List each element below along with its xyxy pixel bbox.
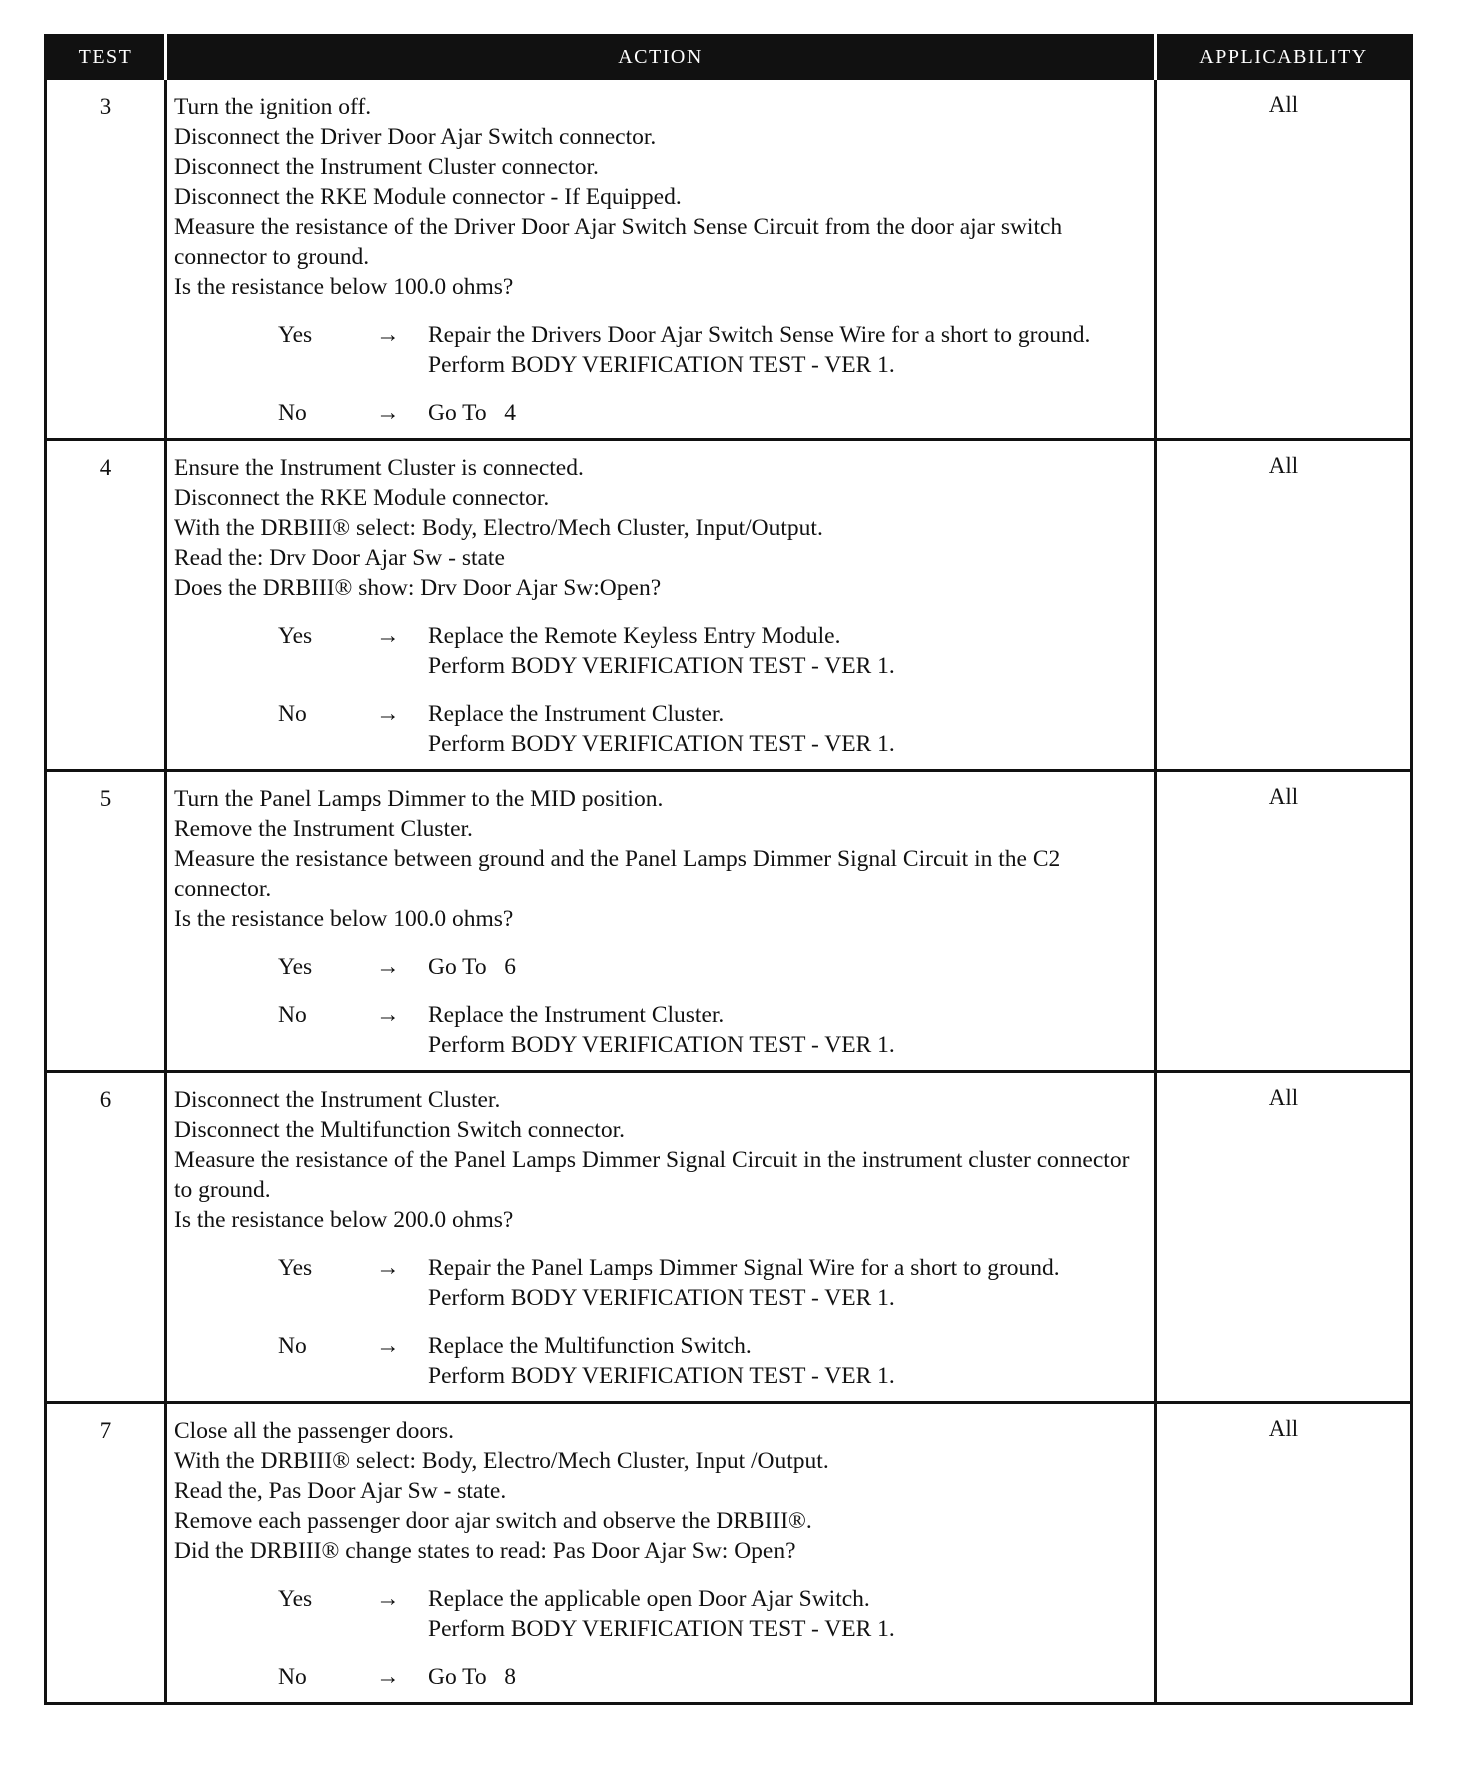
action-step: Disconnect the RKE Module connector. <box>174 485 550 511</box>
outcomes <box>174 621 1148 759</box>
outcome-yes <box>174 320 1148 380</box>
action-step: Did the DRBIII® change states to read: Pas Door Ajar Sw: Open? <box>174 1538 796 1564</box>
test-number: 7 <box>46 1403 166 1704</box>
outcome-body <box>428 1331 1148 1391</box>
outcome-label: No <box>278 400 307 426</box>
action-step: Disconnect the RKE Module connector - If Equipped. <box>174 184 682 210</box>
action-step: With the DRBIII® select: Body, Electro/Mech Cluster, Input/Output. <box>174 515 823 541</box>
outcome-text: Perform BODY VERIFICATION TEST - VER 1. <box>428 1363 895 1389</box>
outcomes <box>174 952 1148 1060</box>
outcome-text: Replace the Instrument Cluster. <box>428 1002 725 1028</box>
table-row <box>46 1072 1412 1403</box>
arrow-icon: → <box>376 322 400 348</box>
action-step: Disconnect the Driver Door Ajar Switch connector. <box>174 124 657 150</box>
header-test: TEST <box>46 36 166 79</box>
table-row <box>46 1403 1412 1704</box>
action-step: Read the, Pas Door Ajar Sw - state. <box>174 1478 507 1504</box>
test-number: 3 <box>46 79 166 440</box>
outcome-text: Replace the Multifunction Switch. <box>428 1333 752 1359</box>
table-row <box>46 440 1412 771</box>
header-action: ACTION <box>166 36 1156 79</box>
action-step: Is the resistance below 200.0 ohms? <box>174 1207 514 1233</box>
arrow-icon: → <box>376 1586 400 1612</box>
action-step: Disconnect the Multifunction Switch connector. <box>174 1117 625 1143</box>
arrow-icon: → <box>376 954 400 980</box>
outcome-text: Perform BODY VERIFICATION TEST - VER 1. <box>428 653 895 679</box>
outcome-text: Go To 8 <box>428 1664 517 1690</box>
applicability: All <box>1156 1072 1412 1403</box>
outcome-text: Replace the Remote Keyless Entry Module. <box>428 623 841 649</box>
action-step: Close all the passenger doors. <box>174 1418 454 1444</box>
action-step: Measure the resistance of the Driver Door Ajar Switch Sense Circuit from the door ajar switch connector to ground. <box>174 214 1063 270</box>
outcome-text: Replace the applicable open Door Ajar Switch. <box>428 1586 870 1612</box>
action-step: Remove the Instrument Cluster. <box>174 816 473 842</box>
arrow-icon: → <box>376 1664 400 1690</box>
action-step: Turn the Panel Lamps Dimmer to the MID position. <box>174 786 664 812</box>
outcome-no <box>174 1662 1148 1692</box>
arrow-icon: → <box>376 1333 400 1359</box>
action-step: Ensure the Instrument Cluster is connected. <box>174 455 584 481</box>
outcome-text: Perform BODY VERIFICATION TEST - VER 1. <box>428 1616 895 1642</box>
action-step: Measure the resistance of the Panel Lamps Dimmer Signal Circuit in the instrument cluster connector to ground. <box>174 1147 1130 1203</box>
outcome-yes <box>174 1253 1148 1313</box>
outcome-no <box>174 398 1148 428</box>
arrow-icon: → <box>376 701 400 727</box>
action-cell <box>166 771 1156 1072</box>
action-step: Remove each passenger door ajar switch and observe the DRBIII®. <box>174 1508 812 1534</box>
outcome-no <box>174 1331 1148 1391</box>
action-step: Read the: Drv Door Ajar Sw - state <box>174 545 505 571</box>
applicability: All <box>1156 79 1412 440</box>
test-number: 4 <box>46 440 166 771</box>
outcomes <box>174 1584 1148 1692</box>
diagnostic-test-sheet <box>44 34 1410 1705</box>
outcome-text: Repair the Drivers Door Ajar Switch Sense Wire for a short to ground. <box>428 322 1091 348</box>
applicability: All <box>1156 440 1412 771</box>
arrow-icon: → <box>376 623 400 649</box>
action-step: With the DRBIII® select: Body, Electro/Mech Cluster, Input /Output. <box>174 1448 829 1474</box>
outcome-label: No <box>278 1002 307 1028</box>
action-cell <box>166 1403 1156 1704</box>
outcome-body <box>428 621 1148 681</box>
applicability: All <box>1156 1403 1412 1704</box>
arrow-icon: → <box>376 1002 400 1028</box>
outcome-label: Yes <box>278 623 313 649</box>
action-step: Turn the ignition off. <box>174 94 372 120</box>
outcome-no <box>174 1000 1148 1060</box>
outcome-label: Yes <box>278 954 313 980</box>
outcome-yes <box>174 621 1148 681</box>
table-row <box>46 79 1412 440</box>
outcome-label: Yes <box>278 1255 313 1281</box>
arrow-icon: → <box>376 400 400 426</box>
table-row <box>46 771 1412 1072</box>
action-step: Is the resistance below 100.0 ohms? <box>174 274 514 300</box>
outcome-text: Replace the Instrument Cluster. <box>428 701 725 727</box>
outcome-body <box>428 398 1148 428</box>
outcome-label: No <box>278 701 307 727</box>
outcome-body <box>428 699 1148 759</box>
table-header <box>46 36 1412 79</box>
outcome-text: Perform BODY VERIFICATION TEST - VER 1. <box>428 1032 895 1058</box>
outcome-body <box>428 1584 1148 1644</box>
outcome-body <box>428 1253 1148 1313</box>
outcome-label: No <box>278 1333 307 1359</box>
action-cell <box>166 1072 1156 1403</box>
outcome-body <box>428 952 1148 982</box>
outcome-text: Perform BODY VERIFICATION TEST - VER 1. <box>428 731 895 757</box>
outcome-body <box>428 320 1148 380</box>
outcome-text: Go To 4 <box>428 400 517 426</box>
outcome-text: Go To 6 <box>428 954 517 980</box>
outcomes <box>174 1253 1148 1391</box>
outcome-no <box>174 699 1148 759</box>
outcome-yes <box>174 1584 1148 1644</box>
test-number: 5 <box>46 771 166 1072</box>
outcome-body <box>428 1662 1148 1692</box>
action-step: Disconnect the Instrument Cluster connector. <box>174 154 599 180</box>
action-step: Is the resistance below 100.0 ohms? <box>174 906 514 932</box>
outcome-label: No <box>278 1664 307 1690</box>
outcome-text: Repair the Panel Lamps Dimmer Signal Wire for a short to ground. <box>428 1255 1060 1281</box>
test-number: 6 <box>46 1072 166 1403</box>
header-applicability: APPLICABILITY <box>1156 36 1412 79</box>
action-step: Does the DRBIII® show: Drv Door Ajar Sw:Open? <box>174 575 662 601</box>
action-step: Disconnect the Instrument Cluster. <box>174 1087 501 1113</box>
outcome-body <box>428 1000 1148 1060</box>
outcome-label: Yes <box>278 322 313 348</box>
applicability: All <box>1156 771 1412 1072</box>
arrow-icon: → <box>376 1255 400 1281</box>
diagnostic-table <box>44 34 1413 1705</box>
outcome-text: Perform BODY VERIFICATION TEST - VER 1. <box>428 352 895 378</box>
outcome-yes <box>174 952 1148 982</box>
action-cell <box>166 79 1156 440</box>
outcome-text: Perform BODY VERIFICATION TEST - VER 1. <box>428 1285 895 1311</box>
action-step: Measure the resistance between ground and the Panel Lamps Dimmer Signal Circuit in the C2 connector. <box>174 846 1061 902</box>
outcomes <box>174 320 1148 428</box>
outcome-label: Yes <box>278 1586 313 1612</box>
action-cell <box>166 440 1156 771</box>
